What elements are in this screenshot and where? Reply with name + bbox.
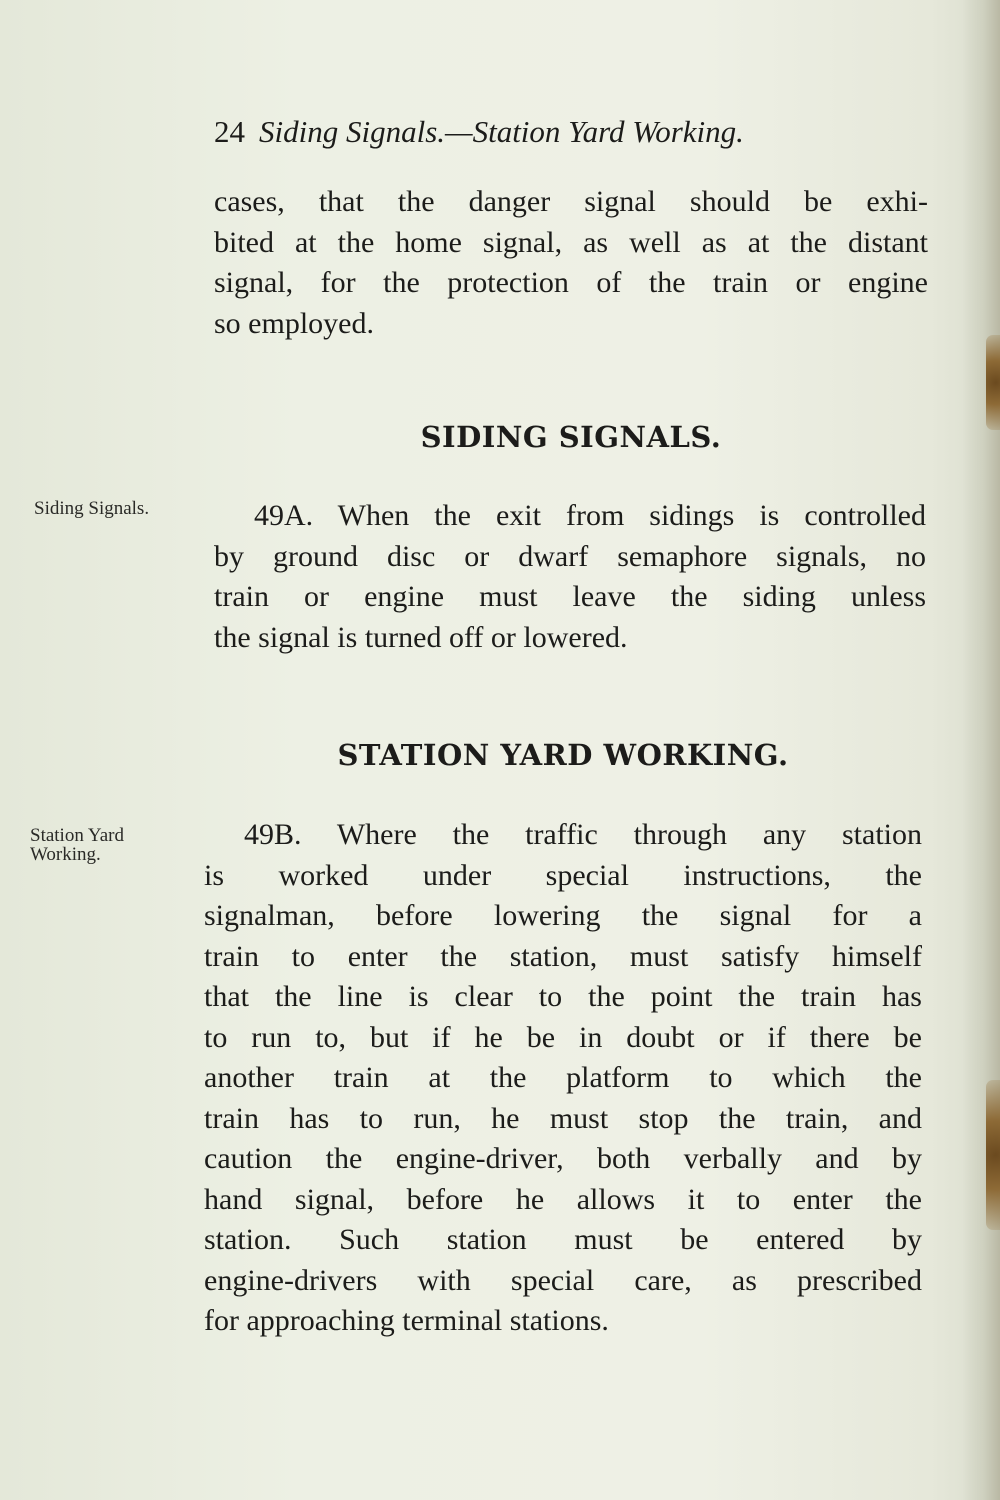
text-line: for approaching terminal stations. (204, 1304, 609, 1337)
rule-first-line: Where the traffic through any station (336, 818, 922, 851)
text-line: by ground disc or dwarf semaphore signals, no (214, 539, 926, 573)
margin-note-line: Working. (30, 844, 101, 865)
rule-suffix: A (284, 499, 306, 532)
text-line: hand signal, before he allows it to enter the (204, 1182, 922, 1216)
text-line: another train at the platform to which the (204, 1061, 922, 1094)
section-heading-siding-signals: SIDING SIGNALS. (420, 420, 722, 454)
text-line: signalman, before lowering the signal for a (204, 899, 922, 932)
continuation-paragraph (214, 182, 928, 344)
rule-49a-paragraph (214, 496, 926, 658)
text-line: 49A. When the exit from sidings is controlled (214, 496, 926, 537)
text-line: train has to run, he must stop the train, and (204, 1101, 922, 1135)
text-line: so employed. (214, 306, 374, 340)
text-line: to run to, but if he be in doubt or if there be (204, 1020, 922, 1054)
margin-note-station-yard-working (30, 826, 124, 864)
text-line: 49B. Where the traffic through any station (204, 815, 922, 856)
text-line: the signal is turned off or lowered. (214, 620, 628, 654)
rule-number: 49 (254, 499, 284, 532)
page-edge-shadow (962, 0, 1000, 1500)
text-line: engine-drivers with special care, as prescribed (204, 1263, 922, 1297)
text-line: signal, for the protection of the train or engine (214, 266, 928, 299)
page-stain (986, 335, 1000, 430)
page-number: 24 (214, 114, 245, 149)
text-line: train or engine must leave the siding unless (214, 580, 926, 613)
text-line: station. Such station must be entered by (204, 1223, 922, 1256)
rule-first-line: When the exit from sidings is controlled (337, 499, 926, 532)
section-heading-station-yard-working: STATION YARD WORKING. (337, 738, 789, 772)
text-line: bited at the home signal, as well as at the distant (214, 225, 928, 259)
text-line: that the line is clear to the point the train has (204, 980, 922, 1013)
page-stain (986, 1080, 1000, 1230)
text-line: is worked under special instructions, the (204, 858, 922, 892)
rule-suffix: B (274, 818, 295, 851)
text-line: cases, that the danger signal should be exhi- (214, 185, 928, 218)
running-header (214, 112, 894, 152)
margin-note-line: Station Yard (30, 825, 124, 846)
rule-number: 49 (244, 818, 274, 851)
rule-49b-paragraph (204, 815, 922, 1342)
margin-note-siding-signals: Siding Signals. (34, 498, 150, 519)
running-title: Siding Signals.—Station Yard Working. (259, 114, 744, 149)
text-line: train to enter the station, must satisfy himself (204, 939, 922, 973)
text-line: caution the engine-driver, both verbally and by (204, 1142, 922, 1175)
